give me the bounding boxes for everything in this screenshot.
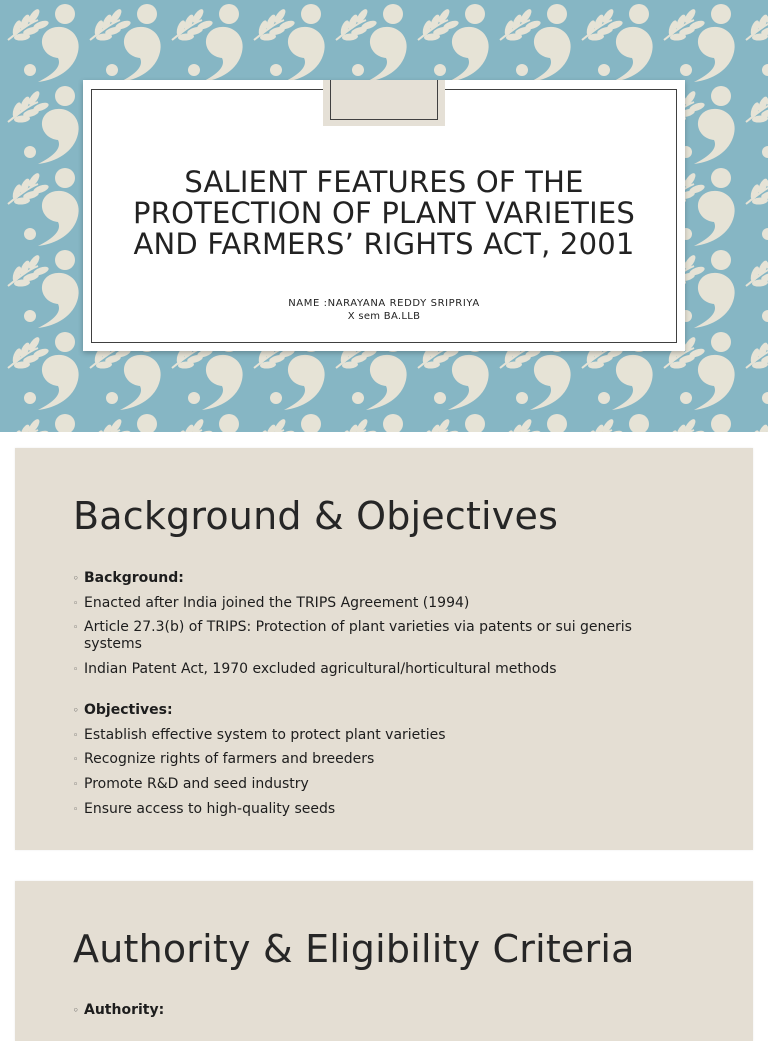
bullet-item (73, 1002, 683, 1019)
bullet-marker-icon: ◦ (73, 706, 79, 717)
bullet-item (73, 751, 683, 768)
bullet-item (73, 619, 683, 653)
bullet-text: Indian Patent Act, 1970 excluded agricultural/horticultural methods (84, 661, 557, 678)
bullet-text: Recognize rights of farmers and breeders (84, 751, 375, 768)
bullet-marker-icon: ◦ (73, 780, 79, 791)
bullet-text: Promote R&D and seed industry (84, 776, 309, 793)
slide-title: Authority & Eligibility Criteria (73, 927, 635, 971)
course-name: X sem BA.LLB (347, 311, 421, 322)
bullet-marker-icon: ◦ (73, 598, 79, 609)
bullet-text: Ensure access to high-quality seeds (84, 800, 336, 817)
bullet-text: Establish effective system to protect plant varieties (84, 726, 446, 743)
bullet-list (73, 1002, 683, 1027)
bullet-marker-icon: ◦ (73, 755, 79, 766)
bullet-list (73, 570, 683, 826)
bullet-item (73, 661, 683, 678)
slide-background-objectives (15, 448, 753, 850)
bullet-item (73, 570, 683, 587)
bullet-text: Objectives: (84, 702, 173, 719)
slide-title: Background & Objectives (73, 494, 559, 538)
presentation-title: SALIENT FEATURES OF THE PROTECTION OF PLANT VARIETIES AND FARMERS’ RIGHTS ACT, 2001 (133, 165, 635, 261)
bullet-marker-icon: ◦ (73, 665, 79, 676)
bullet-item (73, 727, 683, 744)
bullet-item (73, 801, 683, 818)
slide-authority-eligibility (15, 881, 753, 1041)
bullet-marker-icon: ◦ (73, 574, 79, 584)
bullet-marker-icon: ◦ (73, 730, 79, 741)
bullet-item (73, 776, 683, 793)
bullet-text: Enacted after India joined the TRIPS Agreement (1994) (84, 594, 470, 611)
bullet-marker-icon: ◦ (73, 1006, 79, 1016)
bullet-marker-icon: ◦ (73, 804, 79, 815)
bullet-marker-icon: ◦ (73, 623, 79, 634)
bullet-text: Background: (84, 570, 184, 586)
bullet-text: Article 27.3(b) of TRIPS: Protection of plant varieties via patents or sui generis systems (84, 619, 632, 653)
title-card-tab-border (330, 80, 438, 120)
bullet-text: Authority: (84, 1002, 165, 1018)
bullet-item (73, 595, 683, 612)
title-slide (0, 0, 768, 432)
title-card-tab (323, 80, 445, 126)
bullet-item (73, 702, 683, 719)
author-name: NAME :NARAYANA REDDY SRIPRIYA (288, 298, 480, 309)
title-card (83, 80, 685, 351)
